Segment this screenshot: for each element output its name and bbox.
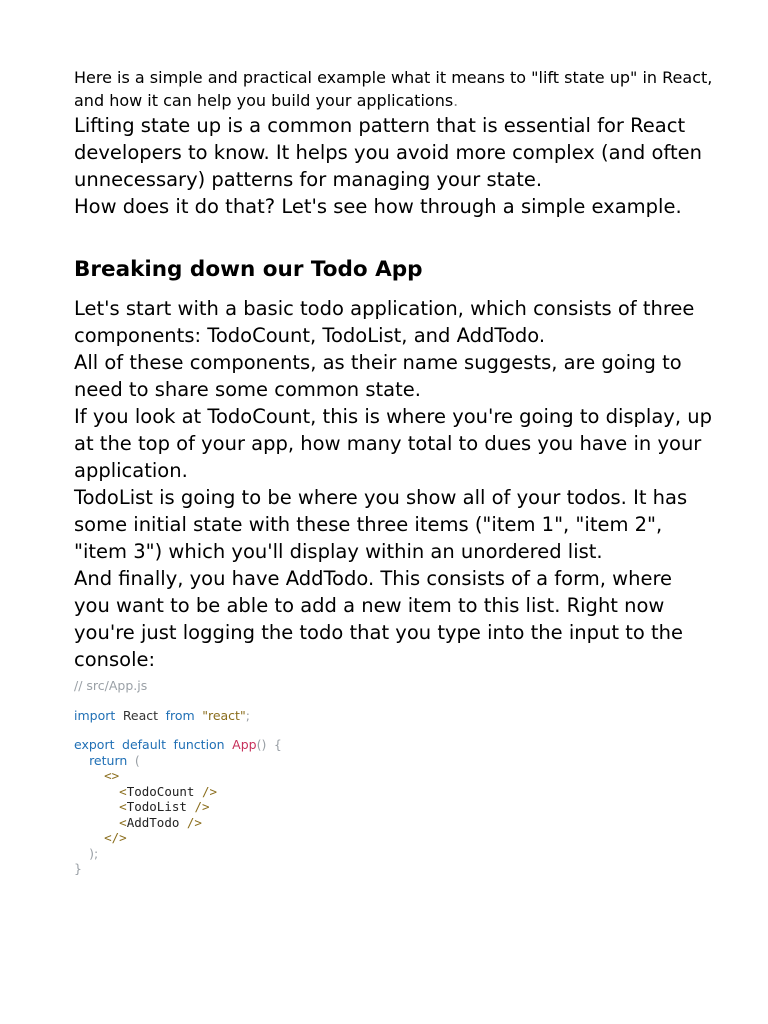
code-line-component-2: <TodoList /> <box>119 799 210 814</box>
code-line-component-3: <AddTodo /> <box>119 814 202 830</box>
code-component-todocount: TodoCount <box>126 783 195 799</box>
code-import-keyword: import <box>74 707 116 723</box>
code-line-export <box>74 737 714 753</box>
code-line-comment <box>74 678 714 694</box>
code-fragment-close: </> <box>104 830 127 845</box>
code-close-paren: ); <box>89 845 99 861</box>
code-export-keyword: export <box>74 737 115 752</box>
code-fragment-open: <> <box>104 768 120 783</box>
code-import-semicolon: ; <box>245 707 250 723</box>
article <box>74 66 714 877</box>
intro-lead-period: . <box>453 91 459 110</box>
code-from-keyword: from <box>165 707 195 723</box>
code-line-component-1: <TodoCount /> <box>119 783 218 799</box>
code-line-close-paren <box>74 846 714 862</box>
intro-paragraph-2: How does it do that? Let's see how through a simple example. <box>74 195 682 218</box>
code-default-keyword: default <box>122 737 167 752</box>
section-heading: Breaking down our Todo App <box>74 257 423 282</box>
code-function-name: App <box>232 737 257 752</box>
code-return-keyword: return <box>89 752 128 768</box>
code-component-addtodo: AddTodo <box>126 814 180 830</box>
code-line-fragment-open <box>74 768 714 784</box>
code-open-brace: { <box>273 737 282 752</box>
intro-lead <box>74 66 714 112</box>
code-line-return <box>74 753 714 769</box>
code-import-source: "react" <box>202 707 246 723</box>
intro-paragraph-1: Lifting state up is a common pattern that is essential for React developers to know. It helps you avoid more complex (and often unnecessary) patterns for managing your state. <box>74 114 702 191</box>
section-paragraph-4: TodoList is going to be where you show all of your todos. It has some initial state with these three items ("item 1", "item 2", "item 3") which you'll display within an unordered list. <box>74 486 688 563</box>
section-paragraph-3: If you look at TodoCount, this is where you're going to display, up at the top of your app, how many total to dues you have in your application. <box>74 405 712 482</box>
code-comment: // src/App.js <box>74 678 148 693</box>
intro-lead-text: Here is a simple and practical example what it means to "lift state up" in React, and how it can help you build your applications <box>74 68 713 110</box>
code-function-keyword: function <box>173 737 225 752</box>
section-paragraph-5: And finally, you have AddTodo. This consists of a form, where you want to be able to add a new item to this list. Right now you're just logging the todo that you type into the input to the console: <box>74 567 683 671</box>
code-line-import <box>74 708 714 724</box>
section-paragraph-2: All of these components, as their name suggests, are going to need to share some common state. <box>74 351 682 401</box>
code-close-brace: } <box>74 861 82 876</box>
code-import-name: React <box>122 707 159 723</box>
code-block <box>74 678 714 877</box>
code-line-close-brace <box>74 861 714 877</box>
code-component-todolist: TodoList <box>126 799 187 814</box>
section-paragraph-1: Let's start with a basic todo application, which consists of three components: TodoCount, TodoList, and AddTodo. <box>74 297 695 347</box>
code-open-paren: ( <box>134 752 140 768</box>
code-function-parens: () <box>256 737 267 752</box>
code-line-fragment-close <box>74 830 714 846</box>
